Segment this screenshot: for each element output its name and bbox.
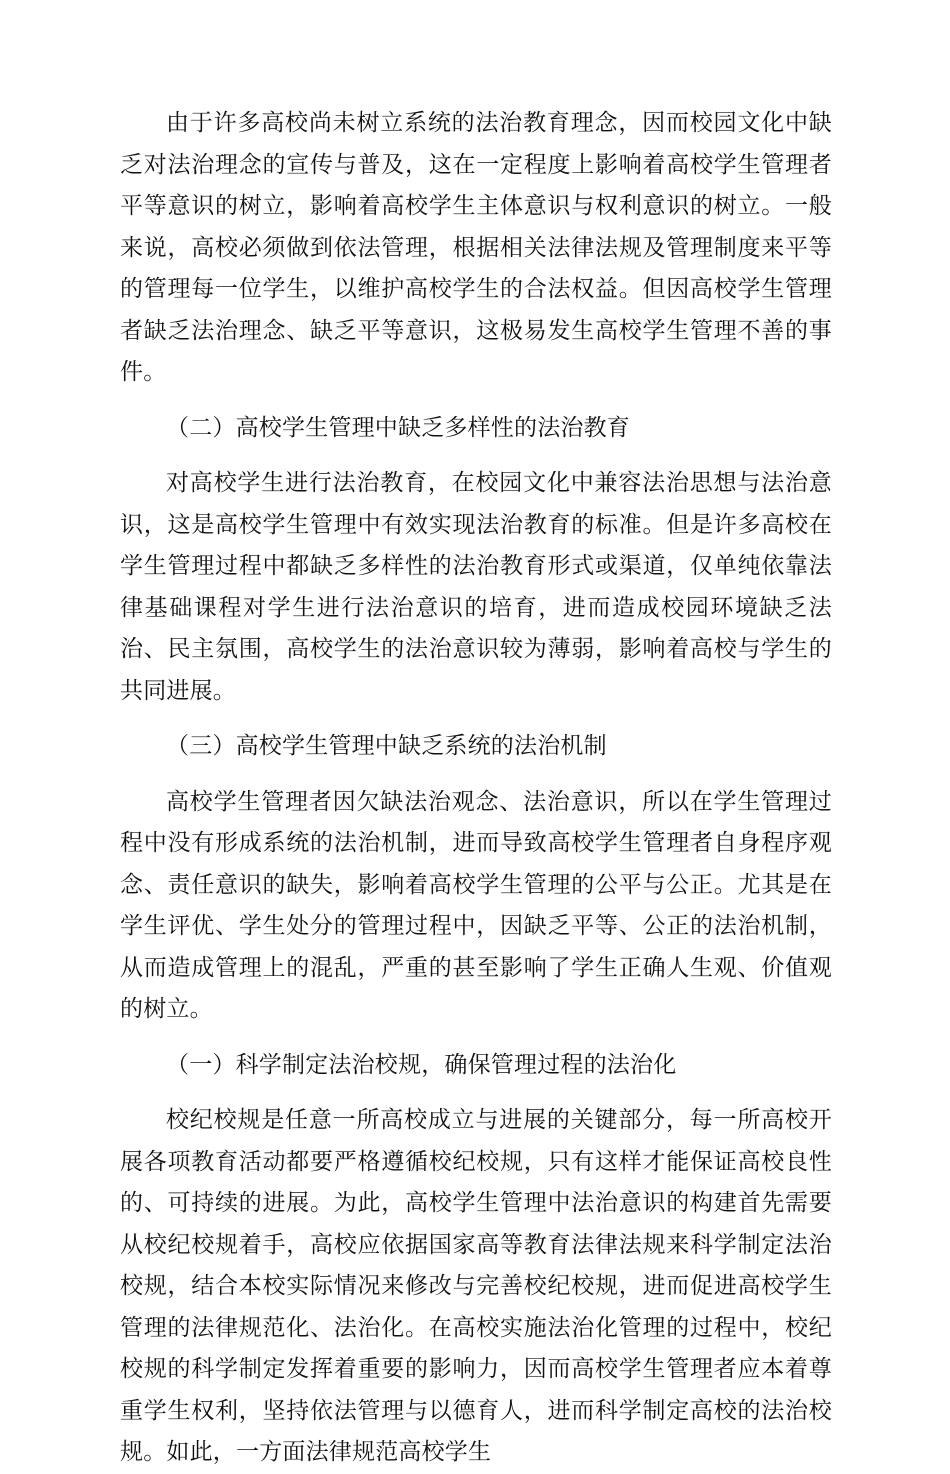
spacer xyxy=(120,449,832,463)
spacer xyxy=(120,1031,832,1045)
paragraph-legal-mechanism: 高校学生管理者因欠缺法治观念、法治意识，所以在学生管理过程中没有形成系统的法治机制，进而导致高校学生管理者自身程序观念、责任意识的缺失，影响着高校学生管理的公平与公正。尤其是在学生评优、学生处分的管理过程中，因缺乏平等、公正的法治机制，从而造成管理上的混乱，严重的甚至影响了学生正确人生观、价值观的树立。 xyxy=(120,788,832,1022)
section-heading-diverse-education: （二）高校学生管理中缺乏多样性的法治教育 xyxy=(166,414,630,441)
spacer xyxy=(120,768,832,782)
section-heading-legal-mechanism: （三）高校学生管理中缺乏系统的法治机制 xyxy=(166,733,607,759)
spacer xyxy=(120,712,832,726)
spacer xyxy=(120,394,832,408)
spacer xyxy=(120,1086,832,1100)
section-heading-school-rules: （一）科学制定法治校规，确保管理过程的法治化 xyxy=(166,1051,677,1078)
paragraph-legal-education: 对高校学生进行法治教育，在校园文化中兼容法治思想与法治意识，这是高校学生管理中有效实现法治教育的标准。但是许多高校在学生管理过程中都缺乏多样性的法治教育形式或渠道，仅单纯依靠法律基础课程对学生进行法治意识的培育，进而造成校园环境缺乏法治、民主氛围，高校学生的法治意识较为薄弱，影响着高校与学生的共同进展。 xyxy=(120,470,832,704)
paragraph-equality-awareness: 由于许多高校尚未树立系统的法治教育理念，因而校园文化中缺乏对法治理念的宣传与普及，这在一定程度上影响着高校学生管理者平等意识的树立，影响着高校学生主体意识与权利意识的树立。一般来说，高校必须做到依法管理，根据相关法律法规及管理制度来平等的管理每一位学生，以维护高校学生的合法权益。但因高校学生管理者缺乏法治理念、缺乏平等意识，这极易发生高校学生管理不善的事件。 xyxy=(120,110,832,385)
paragraph-school-rules: 校纪校规是任意一所高校成立与进展的关键部分，每一所高校开展各项教育活动都要严格遵循校纪校规，只有这样才能保证高校良性的、可持续的进展。为此，高校学生管理中法治意识的构建首先需要从校纪校规着手，高校应依据国家高等教育法律法规来科学制定法治校规，结合本校实际情况来修改与完善校纪校规，进而促进高校学生管理的法律规范化、法治化。在高校实施法治化管理的过程中，校纪校规的科学制定发挥着重要的影响力，因而高校学生管理者应本着尊重学生权利，坚持依法管理与以德育人，进而科学制定高校的法治校规。如此，一方面法律规范高校学生 xyxy=(120,1107,832,1465)
document-page xyxy=(120,103,832,1474)
